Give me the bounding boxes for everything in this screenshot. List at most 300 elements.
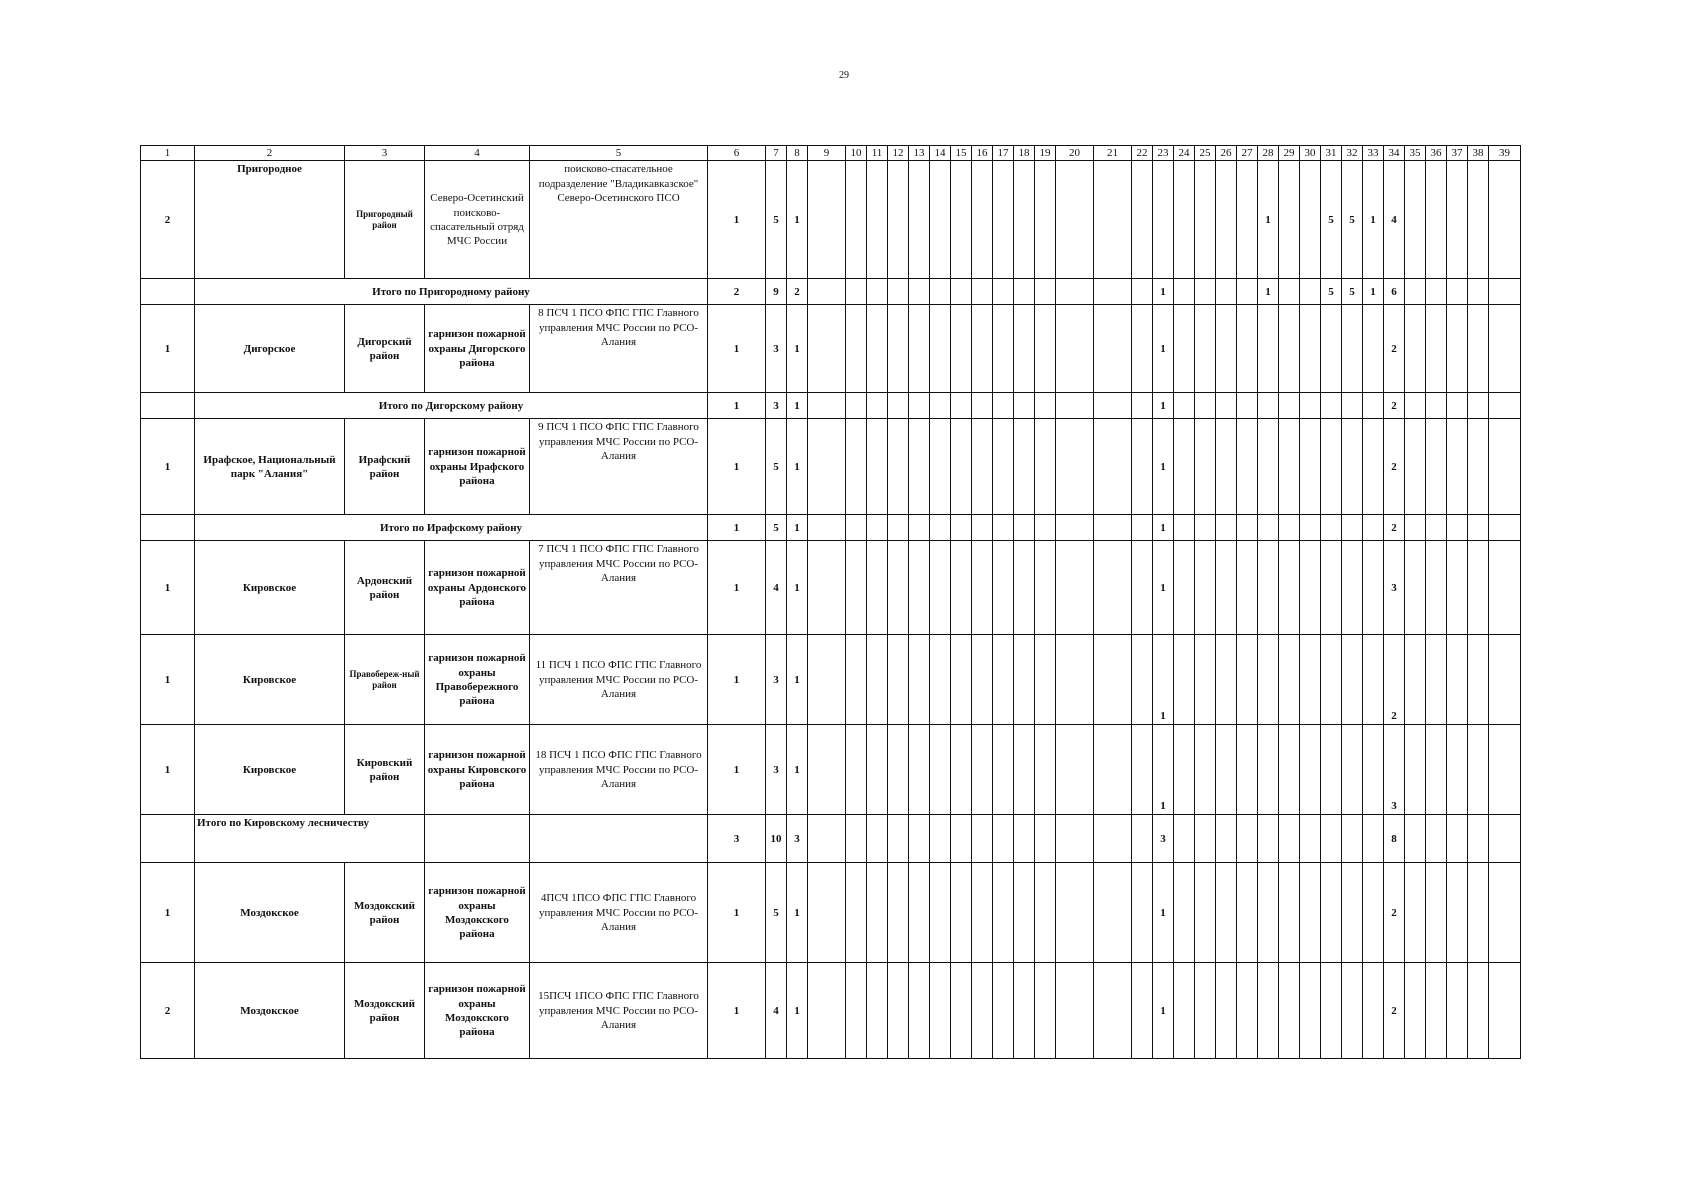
cell-col-37 (1447, 279, 1468, 305)
cell-col-25 (1195, 863, 1216, 963)
column-header-5: 5 (530, 146, 708, 161)
cell-col-14 (930, 725, 951, 815)
table-row (141, 305, 1521, 393)
cell-col-13 (909, 815, 930, 863)
cell-col-26 (1216, 863, 1237, 963)
cell-col-17 (993, 863, 1014, 963)
cell-col-28 (1258, 863, 1279, 963)
cell-col-34: 8 (1384, 815, 1405, 863)
cell-col-35 (1405, 419, 1426, 515)
cell-col-1: 1 (141, 419, 195, 515)
cell-col-20 (1056, 725, 1094, 815)
cell-col-23: 1 (1153, 963, 1174, 1059)
cell-col-16 (972, 863, 993, 963)
cell-col-13 (909, 635, 930, 725)
cell-col-6: 2 (708, 279, 766, 305)
cell-col-4 (425, 815, 530, 863)
cell-col-10 (846, 393, 867, 419)
cell-col-31 (1321, 963, 1342, 1059)
cell-col-28 (1258, 515, 1279, 541)
cell-col-29 (1279, 515, 1300, 541)
cell-col-32 (1342, 515, 1363, 541)
cell-col-18 (1014, 635, 1035, 725)
cell-col-14 (930, 815, 951, 863)
cell-col-21 (1094, 725, 1132, 815)
cell-col-34: 2 (1384, 419, 1405, 515)
column-header-15: 15 (951, 146, 972, 161)
cell-col-2: Ирафское, Национальный парк "Алания" (195, 419, 345, 515)
cell-col-30 (1300, 815, 1321, 863)
column-header-10: 10 (846, 146, 867, 161)
cell-col-36 (1426, 515, 1447, 541)
cell-col-3: Ирафский район (345, 419, 425, 515)
cell-col-34: 2 (1384, 515, 1405, 541)
cell-col-5: 4ПСЧ 1ПСО ФПС ГПС Главного управления МЧС России по РСО-Алания (530, 863, 708, 963)
cell-col-16 (972, 725, 993, 815)
cell-col-34: 2 (1384, 863, 1405, 963)
cell-col-13 (909, 541, 930, 635)
cell-col-11 (867, 863, 888, 963)
column-header-37: 37 (1447, 146, 1468, 161)
cell-col-33 (1363, 725, 1384, 815)
cell-col-11 (867, 161, 888, 279)
cell-col-9 (808, 419, 846, 515)
cell-col-4: гарнизон пожарной охраны Моздокского района (425, 963, 530, 1059)
cell-col-15 (951, 541, 972, 635)
cell-col-27 (1237, 305, 1258, 393)
cell-col-38 (1468, 725, 1489, 815)
cell-col-8: 1 (787, 161, 808, 279)
cell-col-20 (1056, 419, 1094, 515)
cell-col-16 (972, 279, 993, 305)
cell-col-4: гарнизон пожарной охраны Кировского района (425, 725, 530, 815)
cell-col-25 (1195, 515, 1216, 541)
cell-col-7: 5 (766, 863, 787, 963)
cell-col-12 (888, 725, 909, 815)
cell-col-6: 1 (708, 963, 766, 1059)
column-header-8: 8 (787, 146, 808, 161)
cell-col-16 (972, 541, 993, 635)
cell-col-1: 1 (141, 863, 195, 963)
cell-col-35 (1405, 815, 1426, 863)
cell-col-36 (1426, 725, 1447, 815)
cell-col-31: 5 (1321, 279, 1342, 305)
cell-col-24 (1174, 635, 1195, 725)
cell-col-22 (1132, 541, 1153, 635)
cell-col-18 (1014, 419, 1035, 515)
cell-col-38 (1468, 815, 1489, 863)
cell-col-27 (1237, 725, 1258, 815)
cell-col-16 (972, 305, 993, 393)
cell-col-13 (909, 393, 930, 419)
cell-col-8: 1 (787, 305, 808, 393)
column-header-24: 24 (1174, 146, 1195, 161)
cell-col-14 (930, 635, 951, 725)
cell-col-28: 1 (1258, 279, 1279, 305)
cell-col-33 (1363, 863, 1384, 963)
cell-col-30 (1300, 419, 1321, 515)
cell-col-36 (1426, 815, 1447, 863)
cell-col-22 (1132, 161, 1153, 279)
cell-col-8: 3 (787, 815, 808, 863)
cell-col-33 (1363, 419, 1384, 515)
cell-col-8: 1 (787, 963, 808, 1059)
cell-col-5: 11 ПСЧ 1 ПСО ФПС ГПС Главного управления МЧС России по РСО-Алания (530, 635, 708, 725)
column-header-38: 38 (1468, 146, 1489, 161)
cell-col-9 (808, 279, 846, 305)
cell-col-30 (1300, 963, 1321, 1059)
cell-col-22 (1132, 815, 1153, 863)
cell-col-29 (1279, 725, 1300, 815)
cell-col-1 (141, 815, 195, 863)
cell-col-7: 5 (766, 419, 787, 515)
cell-col-31 (1321, 393, 1342, 419)
cell-col-37 (1447, 515, 1468, 541)
cell-col-19 (1035, 815, 1056, 863)
cell-col-12 (888, 815, 909, 863)
cell-col-29 (1279, 305, 1300, 393)
column-header-27: 27 (1237, 146, 1258, 161)
cell-col-32: 5 (1342, 279, 1363, 305)
cell-col-23: 1 (1153, 515, 1174, 541)
cell-col-16 (972, 635, 993, 725)
cell-col-26 (1216, 635, 1237, 725)
cell-col-1 (141, 515, 195, 541)
total-row (141, 279, 1521, 305)
cell-col-16 (972, 815, 993, 863)
column-header-21: 21 (1094, 146, 1132, 161)
cell-col-26 (1216, 963, 1237, 1059)
cell-col-11 (867, 541, 888, 635)
cell-col-37 (1447, 815, 1468, 863)
cell-col-8: 2 (787, 279, 808, 305)
cell-col-10 (846, 279, 867, 305)
total-label: Итого по Дигорскому району (195, 393, 708, 419)
cell-col-32 (1342, 419, 1363, 515)
cell-col-9 (808, 725, 846, 815)
cell-col-31 (1321, 515, 1342, 541)
cell-col-31 (1321, 635, 1342, 725)
cell-col-1 (141, 279, 195, 305)
cell-col-36 (1426, 635, 1447, 725)
cell-col-15 (951, 815, 972, 863)
cell-col-37 (1447, 863, 1468, 963)
cell-col-26 (1216, 419, 1237, 515)
cell-col-19 (1035, 863, 1056, 963)
column-header-22: 22 (1132, 146, 1153, 161)
cell-col-23: 1 (1153, 305, 1174, 393)
cell-col-23: 1 (1153, 635, 1174, 725)
cell-col-27 (1237, 863, 1258, 963)
cell-col-32 (1342, 305, 1363, 393)
cell-col-15 (951, 305, 972, 393)
cell-col-3: Моздокский район (345, 863, 425, 963)
cell-col-6: 1 (708, 863, 766, 963)
cell-col-20 (1056, 305, 1094, 393)
cell-col-6: 1 (708, 635, 766, 725)
cell-col-11 (867, 279, 888, 305)
column-header-34: 34 (1384, 146, 1405, 161)
cell-col-9 (808, 863, 846, 963)
cell-col-35 (1405, 863, 1426, 963)
cell-col-29 (1279, 279, 1300, 305)
cell-col-24 (1174, 161, 1195, 279)
cell-col-19 (1035, 161, 1056, 279)
cell-col-14 (930, 393, 951, 419)
cell-col-30 (1300, 635, 1321, 725)
cell-col-15 (951, 725, 972, 815)
cell-col-23: 1 (1153, 393, 1174, 419)
cell-col-19 (1035, 963, 1056, 1059)
cell-col-38 (1468, 279, 1489, 305)
cell-col-11 (867, 963, 888, 1059)
cell-col-24 (1174, 419, 1195, 515)
cell-col-21 (1094, 393, 1132, 419)
column-header-33: 33 (1363, 146, 1384, 161)
cell-col-2: Моздокское (195, 963, 345, 1059)
cell-col-14 (930, 863, 951, 963)
cell-col-17 (993, 815, 1014, 863)
column-header-30: 30 (1300, 146, 1321, 161)
cell-col-1: 1 (141, 725, 195, 815)
cell-col-30 (1300, 515, 1321, 541)
cell-col-16 (972, 963, 993, 1059)
cell-col-27 (1237, 541, 1258, 635)
column-header-1: 1 (141, 146, 195, 161)
cell-col-38 (1468, 305, 1489, 393)
cell-col-31 (1321, 863, 1342, 963)
cell-col-26 (1216, 305, 1237, 393)
cell-col-25 (1195, 541, 1216, 635)
cell-col-38 (1468, 515, 1489, 541)
cell-col-27 (1237, 635, 1258, 725)
cell-col-20 (1056, 541, 1094, 635)
cell-col-25 (1195, 963, 1216, 1059)
cell-col-8: 1 (787, 635, 808, 725)
cell-col-15 (951, 279, 972, 305)
cell-col-22 (1132, 419, 1153, 515)
cell-col-9 (808, 393, 846, 419)
cell-col-33: 1 (1363, 279, 1384, 305)
cell-col-20 (1056, 815, 1094, 863)
cell-col-35 (1405, 541, 1426, 635)
cell-col-36 (1426, 863, 1447, 963)
cell-col-11 (867, 393, 888, 419)
cell-col-17 (993, 393, 1014, 419)
cell-col-37 (1447, 161, 1468, 279)
cell-col-9 (808, 305, 846, 393)
cell-col-28 (1258, 725, 1279, 815)
cell-col-29 (1279, 815, 1300, 863)
cell-col-21 (1094, 279, 1132, 305)
cell-col-21 (1094, 635, 1132, 725)
cell-col-30 (1300, 393, 1321, 419)
cell-col-14 (930, 305, 951, 393)
cell-col-33 (1363, 635, 1384, 725)
cell-col-35 (1405, 725, 1426, 815)
cell-col-16 (972, 161, 993, 279)
cell-col-21 (1094, 963, 1132, 1059)
cell-col-12 (888, 161, 909, 279)
cell-col-28 (1258, 419, 1279, 515)
cell-col-28 (1258, 815, 1279, 863)
cell-col-23: 1 (1153, 725, 1174, 815)
cell-col-17 (993, 541, 1014, 635)
cell-col-13 (909, 305, 930, 393)
cell-col-24 (1174, 305, 1195, 393)
cell-col-5: 8 ПСЧ 1 ПСО ФПС ГПС Главного управления МЧС России по РСО-Алания (530, 305, 708, 393)
cell-col-29 (1279, 419, 1300, 515)
cell-col-31 (1321, 419, 1342, 515)
cell-col-15 (951, 963, 972, 1059)
cell-col-39 (1489, 515, 1521, 541)
cell-col-32: 5 (1342, 161, 1363, 279)
cell-col-33 (1363, 515, 1384, 541)
column-header-14: 14 (930, 146, 951, 161)
cell-col-33: 1 (1363, 161, 1384, 279)
cell-col-29 (1279, 161, 1300, 279)
cell-col-23: 1 (1153, 279, 1174, 305)
cell-col-30 (1300, 725, 1321, 815)
column-header-7: 7 (766, 146, 787, 161)
cell-col-25 (1195, 279, 1216, 305)
cell-col-27 (1237, 963, 1258, 1059)
cell-col-7: 3 (766, 635, 787, 725)
cell-col-32 (1342, 963, 1363, 1059)
cell-col-4: гарнизон пожарной охраны Дигорского района (425, 305, 530, 393)
column-header-25: 25 (1195, 146, 1216, 161)
cell-col-30 (1300, 161, 1321, 279)
cell-col-3: Правобереж-ный район (345, 635, 425, 725)
cell-col-23 (1153, 161, 1174, 279)
cell-col-32 (1342, 863, 1363, 963)
cell-col-38 (1468, 161, 1489, 279)
cell-col-7: 9 (766, 279, 787, 305)
cell-col-34: 6 (1384, 279, 1405, 305)
cell-col-8: 1 (787, 725, 808, 815)
cell-col-23: 1 (1153, 419, 1174, 515)
cell-col-19 (1035, 279, 1056, 305)
cell-col-26 (1216, 161, 1237, 279)
column-header-13: 13 (909, 146, 930, 161)
cell-col-19 (1035, 541, 1056, 635)
cell-col-18 (1014, 815, 1035, 863)
cell-col-34: 4 (1384, 161, 1405, 279)
cell-col-17 (993, 515, 1014, 541)
cell-col-3: Кировский район (345, 725, 425, 815)
cell-col-30 (1300, 305, 1321, 393)
cell-col-14 (930, 419, 951, 515)
cell-col-5: 15ПСЧ 1ПСО ФПС ГПС Главного управления МЧС России по РСО-Алания (530, 963, 708, 1059)
cell-col-20 (1056, 161, 1094, 279)
cell-col-39 (1489, 419, 1521, 515)
cell-col-29 (1279, 541, 1300, 635)
cell-col-38 (1468, 863, 1489, 963)
cell-col-1 (141, 393, 195, 419)
column-header-2: 2 (195, 146, 345, 161)
cell-col-6: 1 (708, 419, 766, 515)
cell-col-18 (1014, 393, 1035, 419)
cell-col-6: 1 (708, 725, 766, 815)
cell-col-33 (1363, 393, 1384, 419)
cell-col-12 (888, 393, 909, 419)
cell-col-29 (1279, 963, 1300, 1059)
cell-col-8: 1 (787, 393, 808, 419)
cell-col-22 (1132, 515, 1153, 541)
cell-col-11 (867, 515, 888, 541)
total-row (141, 393, 1521, 419)
cell-col-7: 4 (766, 541, 787, 635)
cell-col-30 (1300, 279, 1321, 305)
cell-col-20 (1056, 963, 1094, 1059)
cell-col-25 (1195, 419, 1216, 515)
cell-col-38 (1468, 963, 1489, 1059)
cell-col-36 (1426, 393, 1447, 419)
cell-col-29 (1279, 863, 1300, 963)
cell-col-28 (1258, 635, 1279, 725)
cell-col-39 (1489, 279, 1521, 305)
cell-col-8: 1 (787, 419, 808, 515)
cell-col-36 (1426, 963, 1447, 1059)
cell-col-29 (1279, 393, 1300, 419)
cell-col-7: 5 (766, 161, 787, 279)
cell-col-26 (1216, 725, 1237, 815)
column-header-36: 36 (1426, 146, 1447, 161)
cell-col-10 (846, 161, 867, 279)
cell-col-27 (1237, 419, 1258, 515)
cell-col-3: Дигорский район (345, 305, 425, 393)
cell-col-22 (1132, 305, 1153, 393)
cell-col-19 (1035, 725, 1056, 815)
cell-col-14 (930, 963, 951, 1059)
cell-col-14 (930, 515, 951, 541)
total-row (141, 515, 1521, 541)
cell-col-24 (1174, 725, 1195, 815)
cell-col-4: Северо-Осетинский поисково-спасательный отряд МЧС России (425, 161, 530, 279)
data-table (140, 145, 1521, 1059)
cell-col-28: 1 (1258, 161, 1279, 279)
cell-col-13 (909, 161, 930, 279)
cell-col-11 (867, 305, 888, 393)
cell-col-39 (1489, 815, 1521, 863)
cell-col-2: Кировское (195, 635, 345, 725)
cell-col-22 (1132, 279, 1153, 305)
cell-col-17 (993, 635, 1014, 725)
cell-col-13 (909, 725, 930, 815)
cell-col-7: 3 (766, 393, 787, 419)
cell-col-21 (1094, 863, 1132, 963)
cell-col-34: 2 (1384, 635, 1405, 725)
cell-col-37 (1447, 305, 1468, 393)
cell-col-24 (1174, 515, 1195, 541)
cell-col-38 (1468, 635, 1489, 725)
cell-col-19 (1035, 419, 1056, 515)
cell-col-20 (1056, 393, 1094, 419)
cell-col-29 (1279, 635, 1300, 725)
cell-col-1: 2 (141, 963, 195, 1059)
cell-col-28 (1258, 963, 1279, 1059)
cell-col-7: 4 (766, 963, 787, 1059)
cell-col-14 (930, 161, 951, 279)
cell-col-17 (993, 419, 1014, 515)
cell-col-10 (846, 963, 867, 1059)
cell-col-12 (888, 515, 909, 541)
cell-col-25 (1195, 393, 1216, 419)
cell-col-31 (1321, 305, 1342, 393)
cell-col-9 (808, 541, 846, 635)
cell-col-1: 1 (141, 305, 195, 393)
cell-col-1: 1 (141, 541, 195, 635)
